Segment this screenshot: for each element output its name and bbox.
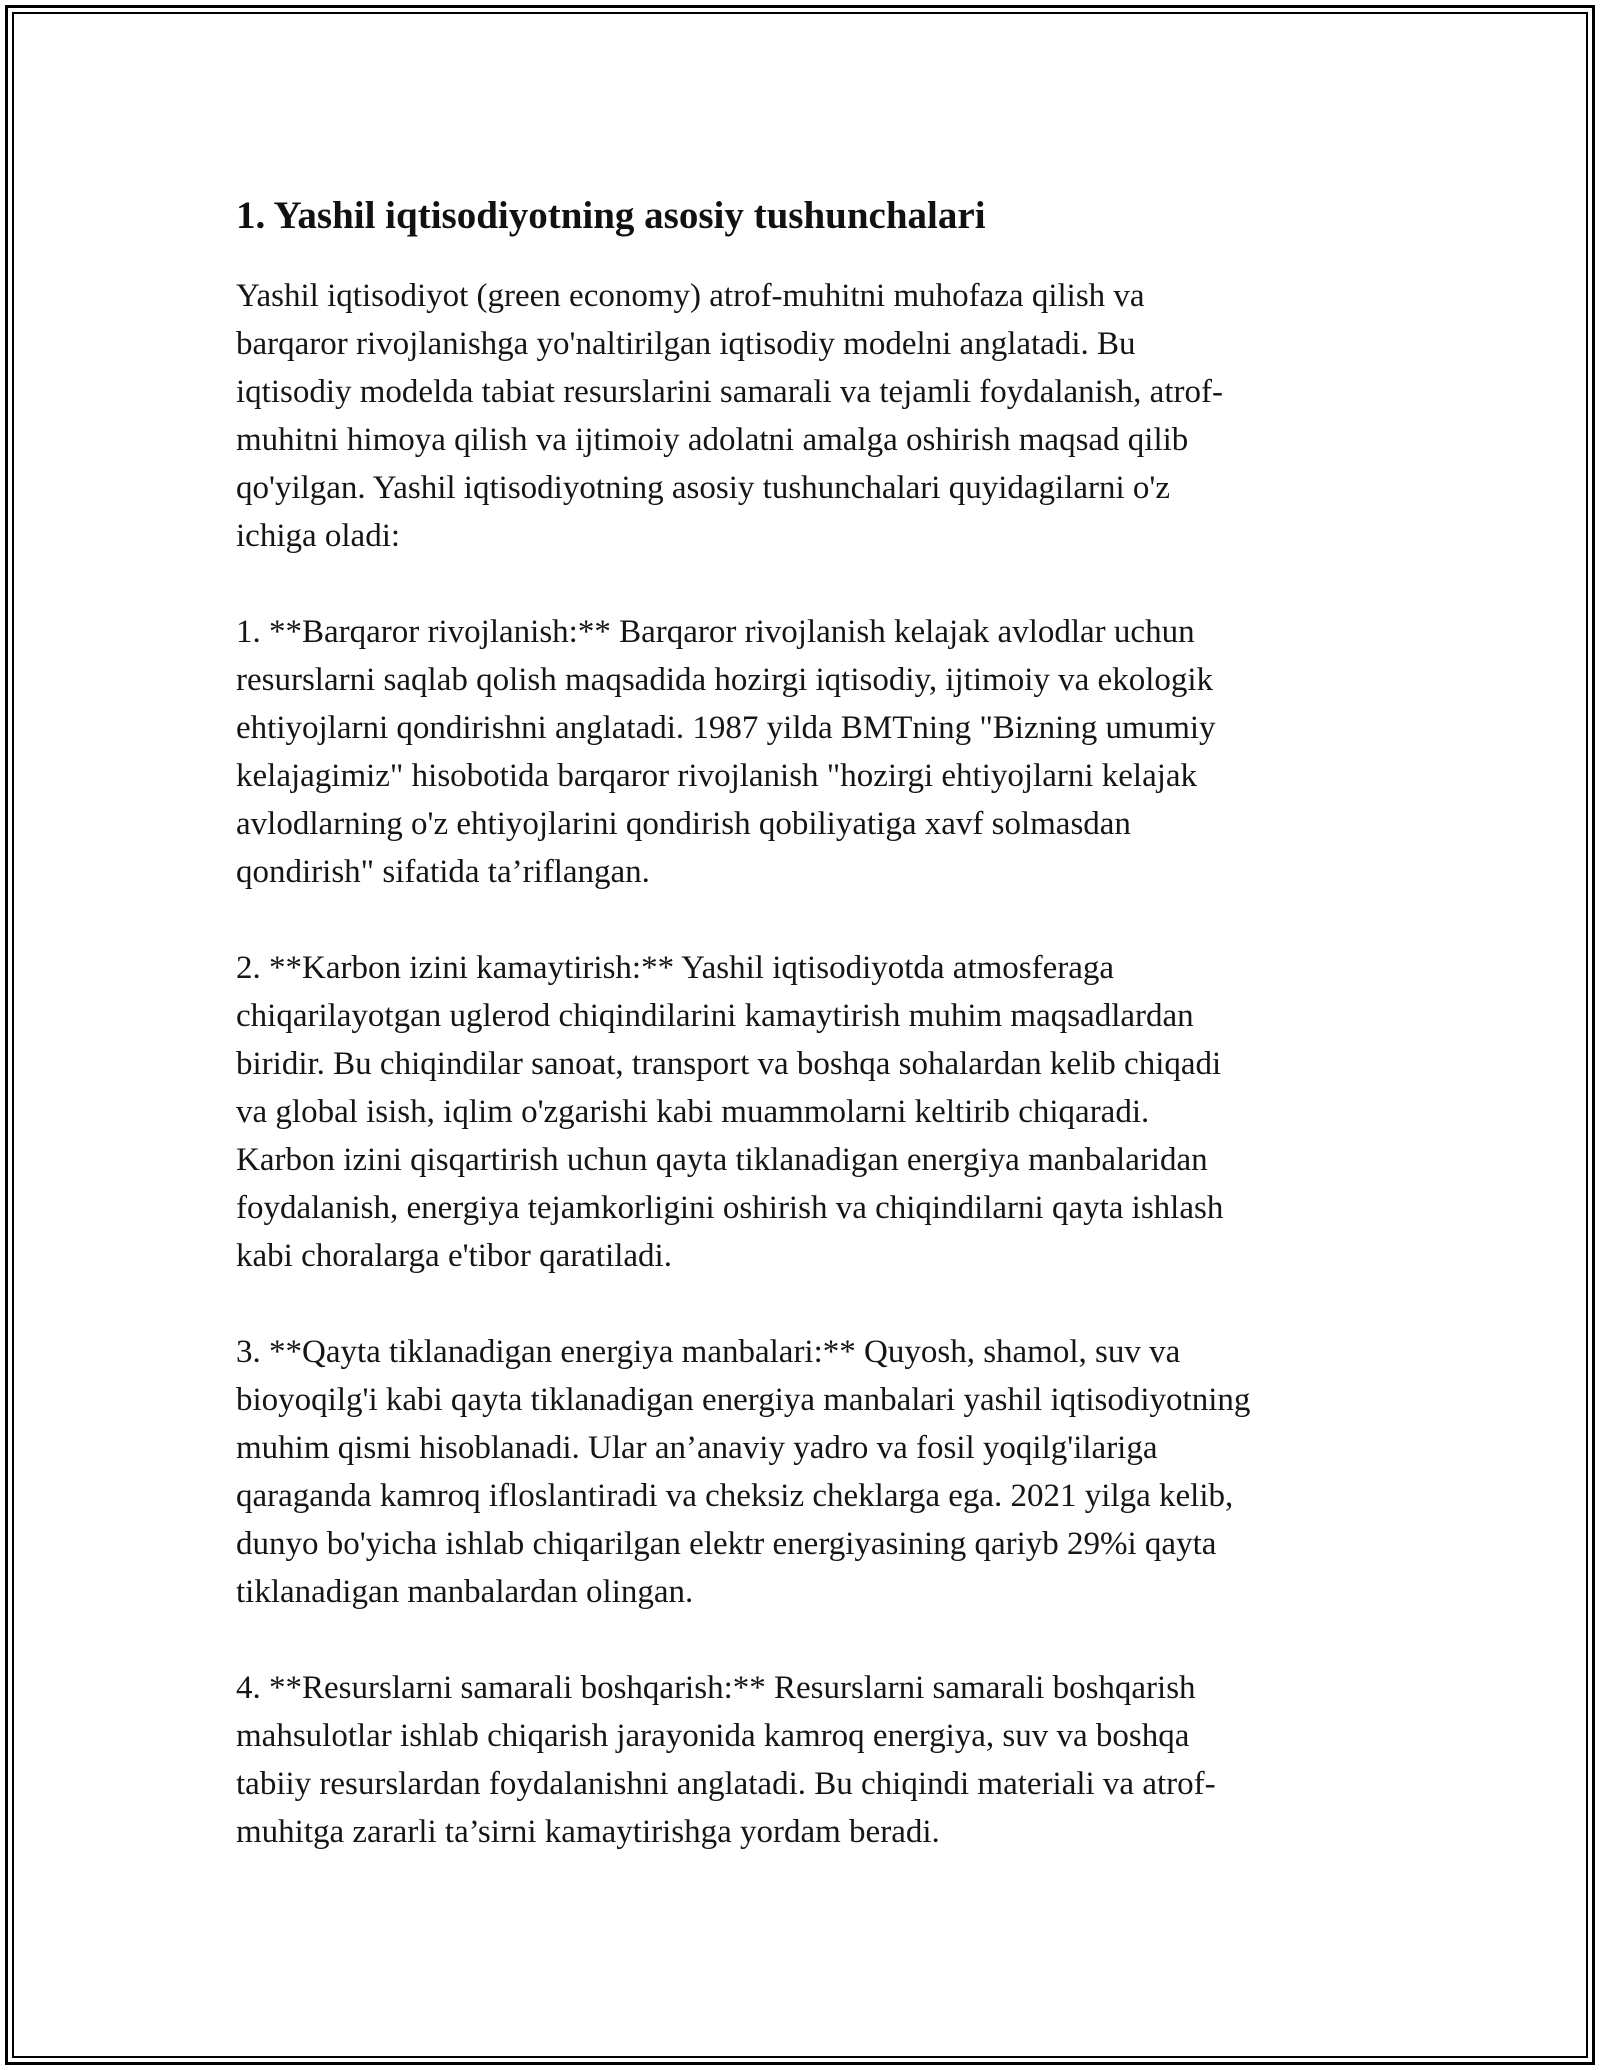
document-body [236,190,1386,1904]
paragraph-qayta-tiklanadigan-energiya: 3. **Qayta tiklanadigan energiya manbalari:** Quyosh, shamol, suv va bioyoqilg'i kabi qayta tiklanadigan energiya manbalari yashil iqtisodiyotning muhim qismi hisoblanadi. Ular an’anaviy yadro va fosil yoqilg'ilariga qaraganda kamroq ifloslantiradi va cheksiz cheklarga ega. 2021 yilga kelib, dunyo bo'yicha ishlab chiqarilgan elektr energiyasining qariyb 29%i qayta tiklanadigan manbalardan olingan. [236,1334,1251,1610]
paragraph-resurslarni-boshqarish: 4. **Resurslarni samarali boshqarish:** Resurslarni samarali boshqarish mahsulotlar ishlab chiqarish jarayonida kamroq energiya, suv va boshqa tabiiy resurslardan foydalanishni anglatadi. Bu chiqindi materiali va atrof- muhitga zararli ta’sirni kamaytirishga yordam beradi. [236,1670,1216,1850]
paragraph-barqaror-rivojlanish: 1. **Barqaror rivojlanish:** Barqaror rivojlanish kelajak avlodlar uchun resurslarni saqlab qolish maqsadida hozirgi iqtisodiy, ijtimoiy va ekologik ehtiyojlarni qondirishni anglatadi. 1987 yilda BMTning "Bizning umumiy kelajagimiz" hisobotida barqaror rivojlanish "hozirgi ehtiyojlarni kelajak avlodlarning o'z ehtiyojlarini qondirish qobiliyatiga xavf solmasdan qondirish" sifatida ta’riflangan. [236,614,1216,890]
intro-paragraph: Yashil iqtisodiyot (green economy) atrof-muhitni muhofaza qilish va barqaror rivojlanishga yo'naltirilgan iqtisodiy modelni anglatadi. Bu iqtisodiy modelda tabiat resurslarini samarali va tejamli foydalanish, atrof- muhitni himoya qilish va ijtimoiy adolatni amalga oshirish maqsad qilib qo'yilgan. Yashil iqtisodiyotning asosiy tushunchalari quyidagilarni o'z ichiga oladi: [236,278,1223,554]
paragraph-karbon-izini-kamaytirish: 2. **Karbon izini kamaytirish:** Yashil iqtisodiyotda atmosferaga chiqarilayotgan uglerod chiqindilarini kamaytirish muhim maqsadlardan biridir. Bu chiqindilar sanoat, transport va boshqa sohalardan kelib chiqadi va global isish, iqlim o'zgarishi kabi muammolarni keltirib chiqaradi. Karbon izini qisqartirish uchun qayta tiklanadigan energiya manbalaridan foydalanish, energiya tejamkorligini oshirish va chiqindilarni qayta ishlash kabi choralarga e'tibor qaratiladi. [236,950,1224,1274]
section-title: 1. Yashil iqtisodiyotning asosiy tushunchalari [236,194,986,237]
